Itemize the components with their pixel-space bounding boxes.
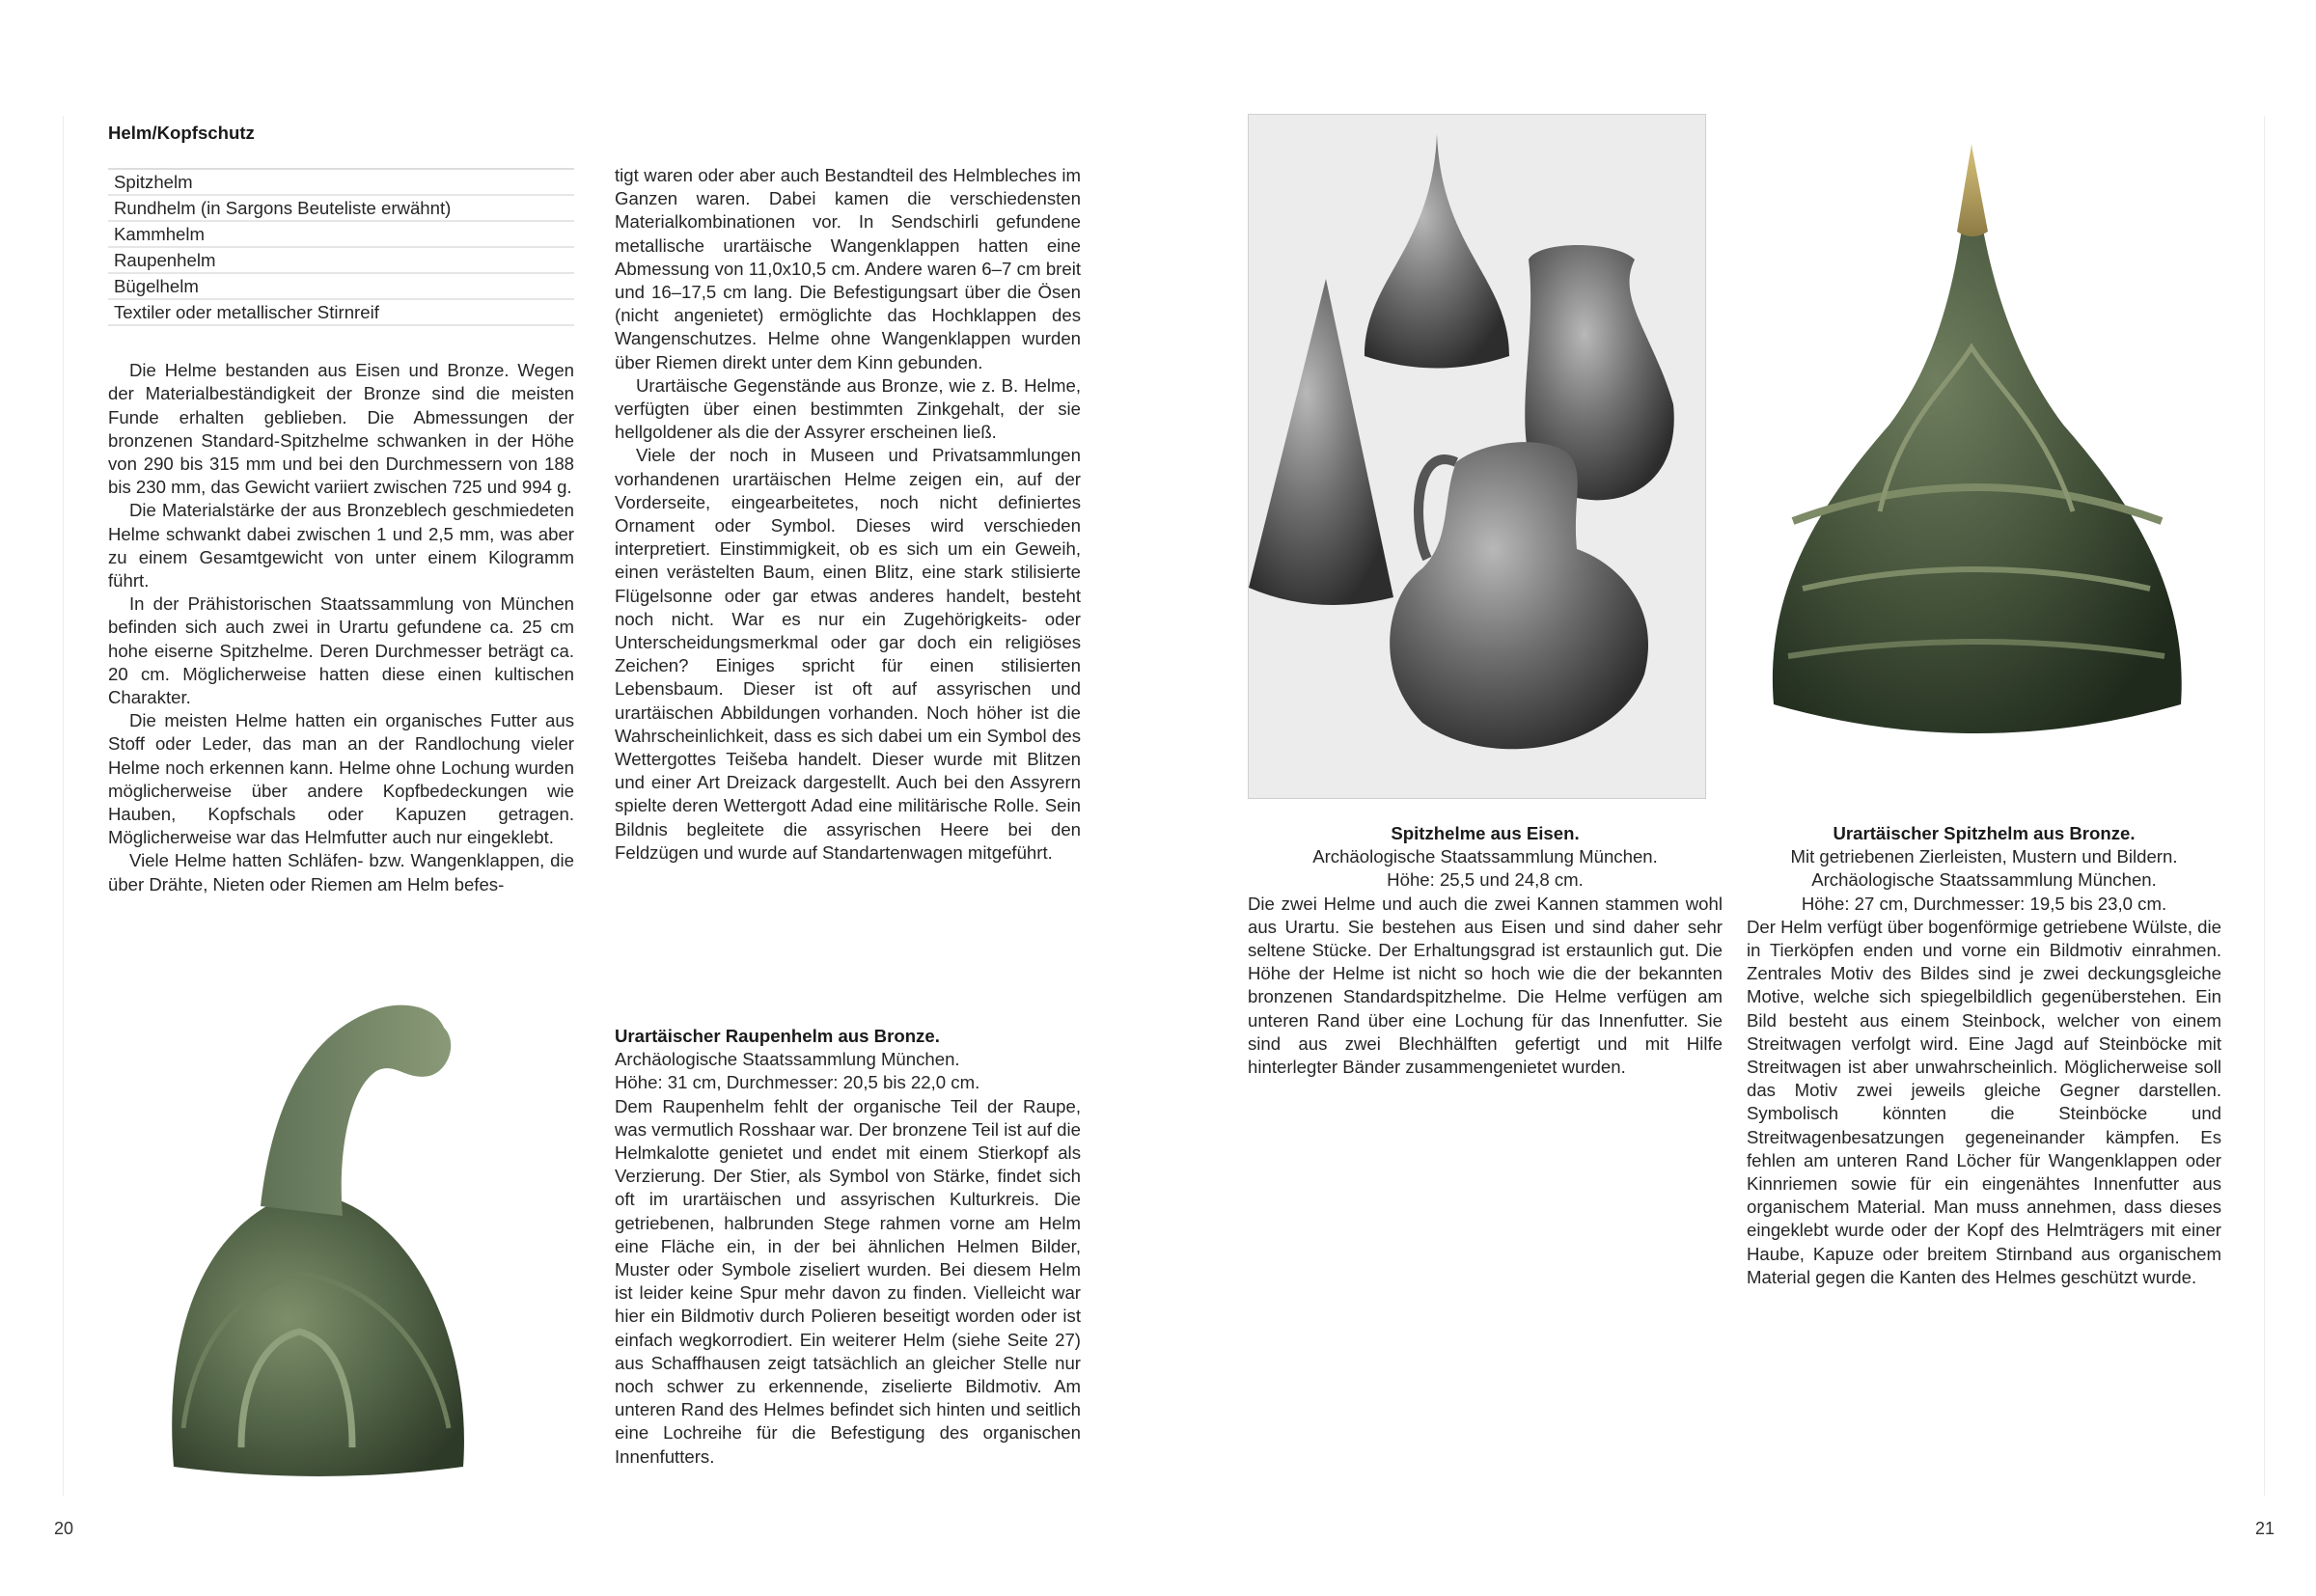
left-page-edge — [63, 116, 64, 1496]
caption-dimensions: Höhe: 27 cm, Durchmesser: 19,5 bis 23,0 cm. — [1801, 893, 2167, 914]
right-page-edge — [2264, 116, 2265, 1496]
left-column-1 — [108, 122, 574, 896]
table-row: Raupenhelm — [108, 248, 574, 274]
body-paragraph: tigt waren oder aber auch Bestandteil des Helmbleches im Ganzen waren. Dabei kamen die verschiedensten Materialkombinationen vor. In Sendschirli gefundene metallische urartäische Wangenklappen hatten eine Abmessung von 11,0x10,5 cm. Andere waren 6–7 cm breit und 16–17,5 cm lang. Die Befestigungsart über die Ösen (nicht angenietet) ermöglichte das Hochklappen des Wangenschutzes. Helme ohne Wangenklappen wurden über Riemen direkt unter dem Kinn gebunden. — [615, 165, 1081, 372]
iron-helmets-caption — [1248, 822, 1723, 1079]
caption-text: Der Helm verfügt über bogenförmige getriebene Wülste, die in Tierköpfen enden und vorne ein Bildmotiv einrahmen. Zentrales Motiv des Bildes sind je zwei deckungsgleiche Motive, welche sich spiegelbildlich gegenüberstehen. Ein Bild besteht aus einem Steinbock, welcher von einem Streitwagen verfolgt wird. Eine Jagd auf Steinböcke mit Streitwagen ist aber unwahrscheinlich. Möglicherweise soll das Motiv zwei jeweils gleiche Gegner darstellen. Symbolisch könnten die Steinböcke und Streitwagenbesatzungen gegeneinander kämpfen. Es fehlen am unteren Rand Löcher für Wangenklappen oder Kinnriemen sowie für ein eingenähtes Innenfutter aus organischem Material. Man muss annehmen, dass dieses eingeklebt wurde oder der Kopf des Helmträgers mit einer Haube, Kapuze oder breitem Stirnband aus organischem Material gegen die Kanten des Helmes geschützt wurde. — [1747, 916, 2221, 1287]
bronze-spitzhelm-photo — [1764, 135, 2191, 753]
body-paragraph: Urartäische Gegenstände aus Bronze, wie z. B. Helme, verfügten über einen bestimmten Zinkgehalt, der sie hellgoldener als die der Assyrer erscheinen ließ. — [615, 374, 1081, 443]
body-paragraph: Viele Helme hatten Schläfen- bzw. Wangenklappen, die über Drähte, Nieten oder Riemen am Helm befes- — [108, 850, 574, 894]
body-paragraph: In der Prähistorischen Staatssammlung von München befinden sich auch zwei in Urartu gefundene ca. 25 cm hohe eiserne Spitzhelme. Deren Durchmesser beträgt ca. 20 cm. Möglicherweise hatten diese einen kultischen Charakter. — [108, 593, 574, 708]
table-row: Textiler oder metallischer Stirnreif — [108, 300, 574, 326]
caption-text: Die zwei Helme und auch die zwei Kannen stammen wohl aus Urartu. Sie bestehen aus Eisen und sind daher sehr seltene Stücke. Der Erhaltungsgrad ist erstaunlich gut. Die Höhe der Helme ist nicht so hoch wie die der bekannten bronzenen Standardspitzhelme. Die Helme verfügen am unteren Rand über eine Lochung für das Innenfutter. Sie sind aus zwei Blechhälften gefertigt und mit Hilfe hinterlegter Bänder zusammengenietet wurden. — [1248, 893, 1723, 1078]
body-paragraph: Die Materialstärke der aus Bronzeblech geschmiedeten Helme schwankt dabei zwischen 1 und 2,5 mm, was aber zu einem Gesamtgewicht von unter einem Kilogramm führt. — [108, 500, 574, 592]
raupenhelm-photo — [154, 984, 482, 1481]
caption-collection: Archäologische Staatssammlung München. — [615, 1049, 960, 1070]
caption-collection: Archäologische Staatssammlung München. — [1811, 869, 2157, 891]
iron-helmets-photo — [1248, 114, 1706, 799]
body-paragraph: Die meisten Helme hatten ein organisches Futter aus Stoff oder Leder, das man an der Randlochung vieler Helme noch erkennen kann. Helme ohne Lochung wurden möglicherweise über andere Kopfbedeckungen wie Hauben, Kopfschals oder Kapuzen getragen. Möglicherweise war das Helmfutter auch nur eingeklebt. — [108, 710, 574, 848]
body-paragraph: Die Helme bestanden aus Eisen und Bronze. Wegen der Materialbeständigkeit der Bronze sind die meisten Funde erhalten geblieben. Die Abmessungen der bronzenen Standard-Spitzhelme schwanken in der Höhe von 290 bis 315 mm und bei den Durchmessern von 188 bis 230 mm, das Gewicht variiert zwischen 725 und 994 g. — [108, 360, 574, 498]
page-number-right: 21 — [2255, 1519, 2275, 1538]
caption-title: Urartäischer Raupenhelm aus Bronze. — [615, 1026, 940, 1046]
caption-dimensions: Höhe: 25,5 und 24,8 cm. — [1387, 869, 1584, 891]
caption-collection: Archäologische Staatssammlung München. — [1312, 846, 1658, 867]
left-column-2 — [615, 164, 1081, 865]
bronze-helmet-caption — [1747, 822, 2221, 1289]
caption-title: Spitzhelme aus Eisen. — [1391, 823, 1580, 843]
caption-title: Urartäischer Spitzhelm aus Bronze. — [1833, 823, 2136, 843]
caption-subtitle: Mit getriebenen Zierleisten, Mustern und Bildern. — [1790, 846, 2178, 867]
table-row: Kammhelm — [108, 222, 574, 248]
table-row: Bügelhelm — [108, 274, 574, 300]
caption-dimensions: Höhe: 31 cm, Durchmesser: 20,5 bis 22,0 cm. — [615, 1072, 980, 1093]
raupenhelm-caption — [615, 1025, 1081, 1469]
section-heading: Helm/Kopfschutz — [108, 123, 255, 143]
body-paragraph: Viele der noch in Museen und Privatsammlungen vorhandenen urartäischen Helme zeigen ein, auf der Vorderseite, eingearbeitetes, noch nicht definiertes Ornament oder Symbol. Dieses wird verschieden interpretiert. Einstimmigkeit, ob es sich um ein Geweih, einen verästelten Baum, einen Blitz, eine stark stilisierte Flügelsonne oder gar etwas anderes handelt, besteht noch nicht. War es nur ein Zugehörigkeits- oder Unterscheidungsmerkmal oder gar doch ein religiöses Zeichen? Einiges spricht für einen stilisierten Lebensbaum. Dieser ist oft auf assyrischen und urartäischen Abbildungen vorhanden. Noch höher ist die Wahrscheinlichkeit, dass es sich dabei um ein Symbol des Wettergottes Teišeba handelt. Dieser wurde mit Blitzen und einer Art Dreizack dargestellt. Auch bei den Assyrern spielte deren Wettergott Adad eine militärische Rolle. Sein Bildnis begleitete die assyrischen Heere bei den Feldzügen und wurde auf Standartenwagen mitgeführt. — [615, 445, 1081, 863]
table-row: Rundhelm (in Sargons Beuteliste erwähnt) — [108, 196, 574, 222]
helmet-types-table — [108, 168, 574, 326]
caption-text: Dem Raupenhelm fehlt der organische Teil der Raupe, was vermutlich Rosshaar war. Der bronzene Teil ist auf die Helmkalotte genietet und endet mit einem Stierkopf als Verzierung. Der Stier, als Symbol von Stärke, findet sich oft im urartäischen und assyrischen Kulturkreis. Die getriebenen, halbrunden Stege rahmen vorne am Helm eine Fläche ein, in der bei ähnlichen Helmen Bilder, Muster oder Symbole ziseliert wurden. Bei diesem Helm ist leider keine Spur mehr davon zu finden. Vielleicht war hier ein Bildmotiv durch Polieren beseitigt worden oder ist einfach wegkorrodiert. Ein weiterer Helm (siehe Seite 27) aus Schaffhausen zeigt tatsächlich an gleicher Stelle nur noch schwer zu erkennende, ziselierte Bildmotiv. Am unteren Rand des Helmes befindet sich hinten und seitlich eine Lochreihe für die Befestigung des organischen Innenfutters. — [615, 1095, 1081, 1467]
table-row: Spitzhelm — [108, 170, 574, 196]
page-number-left: 20 — [54, 1519, 74, 1538]
